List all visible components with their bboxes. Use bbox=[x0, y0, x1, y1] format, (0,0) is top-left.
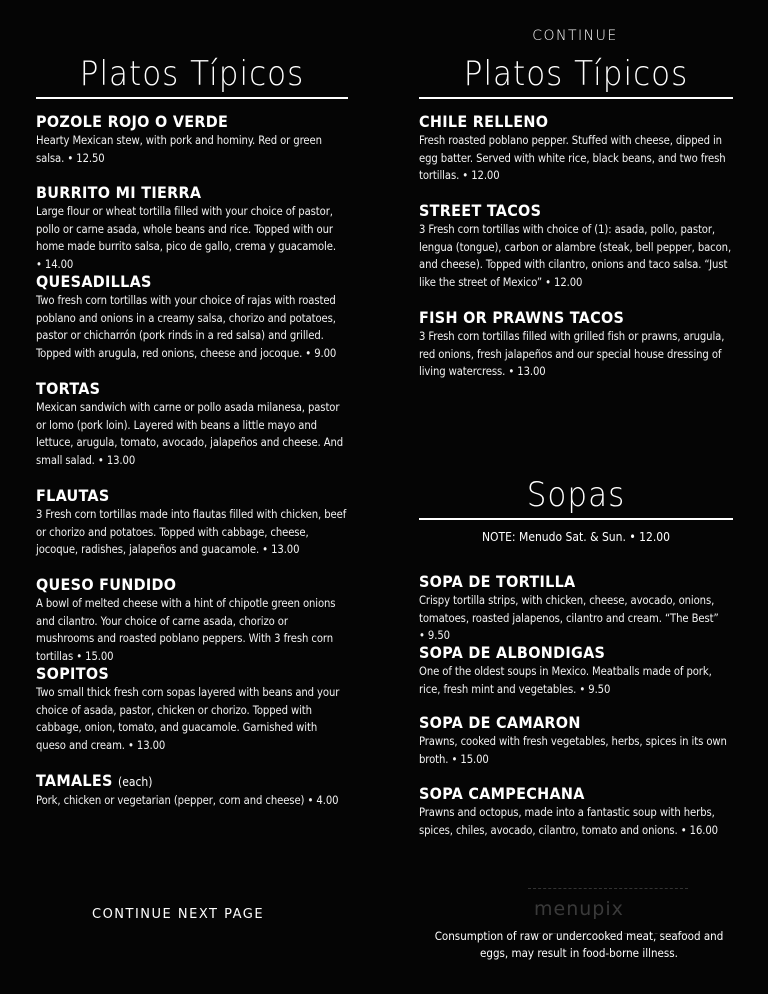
menu-item-sopa-campechana bbox=[419, 784, 733, 839]
item-name: SOPA DE ALBONDIGAS bbox=[419, 643, 606, 662]
item-description: Prawns, cooked with fresh vegetables, herbs, spices in its own broth. • 15.00 bbox=[419, 735, 727, 766]
food-safety-disclaimer: Consumption of raw or undercooked meat, seafood and eggs, may result in food-borne illness. bbox=[434, 929, 724, 960]
page-title-left: Platos Típicos bbox=[79, 54, 305, 94]
menu-item-sopa-camaron bbox=[419, 713, 733, 768]
item-name: SOPA DE TORTILLA bbox=[419, 572, 576, 591]
menu-item-street-tacos bbox=[419, 201, 733, 291]
menu-item-sopa-albondigas bbox=[419, 643, 733, 698]
item-description: Two fresh corn tortillas with your choice of rajas with roasted poblano and onions in a creamy salsa, chorizo and potatoes, pastor or chicharrón (pork rinds in a red salsa) and grilled. Topped with arugula, red onions, cheese and jocoque. • 9.00 bbox=[36, 294, 337, 360]
item-name: SOPA DE CAMARON bbox=[419, 713, 581, 732]
item-price: • 12.00 bbox=[545, 275, 583, 289]
item-price: • 15.00 bbox=[451, 752, 489, 766]
item-name: STREET TACOS bbox=[419, 201, 542, 220]
menu-item-sopa-tortilla bbox=[419, 572, 733, 645]
item-description: A bowl of melted cheese with a hint of chipotle green onions and cilantro. Your choice of carne asada, chorizo or mushrooms and roasted poblano peppers. With 3 fresh corn tortillas • 15.00 bbox=[36, 597, 336, 663]
menu-item-chile-relleno bbox=[419, 112, 733, 185]
item-name: FLAUTAS bbox=[36, 486, 110, 505]
item-description: Pork, chicken or vegetarian (pepper, corn and cheese) • 4.00 bbox=[36, 794, 339, 807]
item-name: SOPITOS bbox=[36, 664, 110, 683]
menu-item-fish-tacos bbox=[419, 308, 733, 381]
item-description: 3 Fresh corn tortillas made into flautas filled with chicken, beef or chorizo and potatoes. Topped with cabbage, cheese, jocoque, radishes, jalapeños and guacamole. • 13.00 bbox=[36, 508, 347, 556]
item-name: FISH OR PRAWNS TACOS bbox=[419, 308, 625, 327]
menu-item-tortas bbox=[36, 379, 348, 469]
item-description: One of the oldest soups in Mexico. Meatballs made of pork, rice, fresh mint and vegetables. • 9.50 bbox=[419, 665, 712, 696]
item-name: CHILE RELLENO bbox=[419, 112, 549, 131]
item-name: QUESADILLAS bbox=[36, 272, 152, 291]
sopas-rule bbox=[419, 518, 733, 520]
continue-label: CONTINUE bbox=[532, 28, 618, 44]
item-description: Mexican sandwich with carne or pollo asada milanesa, pastor or lomo (pork loin). Layered with beans a little mayo and lettuce, arugula, tomato, avocado, jalapeños and cheese. And small salad. • 13.00 bbox=[36, 401, 344, 467]
item-price: • 4.00 bbox=[307, 794, 339, 807]
menu-item-quesadillas bbox=[36, 272, 348, 362]
item-name: TORTAS bbox=[36, 379, 101, 398]
item-name: SOPA CAMPECHANA bbox=[419, 784, 585, 803]
item-price: • 14.00 bbox=[36, 257, 74, 271]
item-description: Fresh roasted poblano pepper. Stuffed with cheese, dipped in egg batter. Served with white rice, black beans, and two fresh tortillas. • 12.00 bbox=[419, 134, 726, 182]
menu-item-queso-fundido bbox=[36, 575, 348, 665]
item-price: • 12.00 bbox=[462, 169, 500, 182]
item-price: • 9.50 bbox=[579, 682, 611, 696]
item-name: TAMALES (each) bbox=[36, 771, 153, 790]
sopas-title: Sopas bbox=[526, 475, 626, 515]
item-price: • 9.00 bbox=[305, 346, 337, 360]
item-description: Large flour or wheat tortilla filled with your choice of pastor, pollo or carne asada, whole beans and rice. Topped with our home made burrito salsa, pico de gallo, crema y guacamole. • 14.00 bbox=[36, 205, 336, 271]
item-price: • 9.50 bbox=[419, 629, 450, 642]
item-price: • 12.50 bbox=[67, 151, 105, 165]
menudo-note: NOTE: Menudo Sat. & Sun. • 12.00 bbox=[481, 530, 671, 544]
continue-next-page: CONTINUE NEXT PAGE bbox=[92, 907, 265, 922]
item-note: (each) bbox=[117, 775, 153, 789]
watermark-logo: menupix bbox=[534, 898, 624, 920]
title-rule-left bbox=[36, 97, 348, 99]
menu-item-tamales bbox=[36, 771, 348, 810]
item-name: POZOLE ROJO O VERDE bbox=[36, 112, 229, 131]
item-price: • 13.00 bbox=[262, 543, 300, 556]
item-description: 3 Fresh corn tortillas with choice of (1): asada, pollo, pastor, lengua (tongue), carbon or alambre (steak, bell pepper, bacon, and cheese). Topped with cilantro, onions and taco salsa. “Just like the street of Mexico” • 12.00 bbox=[419, 223, 732, 289]
item-description: 3 Fresh corn tortillas filled with grilled fish or prawns, arugula, red onions, fresh jalapeños and our special house dressing of living watercress. • 13.00 bbox=[419, 330, 725, 378]
menu-item-sopitos bbox=[36, 664, 348, 754]
item-price: • 16.00 bbox=[680, 823, 718, 837]
item-price: • 13.00 bbox=[128, 738, 166, 752]
menu-item-burrito bbox=[36, 183, 348, 273]
item-description: Hearty Mexican stew, with pork and hominy. Red or green salsa. • 12.50 bbox=[36, 134, 322, 165]
title-rule-right bbox=[419, 97, 733, 99]
item-name: BURRITO MI TIERRA bbox=[36, 183, 202, 202]
page-title-right: Platos Típicos bbox=[463, 54, 689, 94]
item-price: • 13.00 bbox=[97, 453, 136, 467]
item-description: Two small thick fresh corn sopas layered with beans and your choice of asada, pastor, chicken or chorizo. Topped with cabbage, onion, tomato, and guacamole. Garnished with queso and cream. • 13.00 bbox=[36, 686, 340, 752]
item-description: Crispy tortilla strips, with chicken, cheese, avocado, onions, tomatoes, roasted jalapenos, cilantro and cream. “The Best” • 9.50 bbox=[419, 594, 719, 642]
item-price: • 15.00 bbox=[76, 649, 114, 663]
item-price: • 13.00 bbox=[508, 365, 546, 378]
menu-item-flautas bbox=[36, 486, 348, 559]
item-name: QUESO FUNDIDO bbox=[36, 575, 177, 594]
menu-item-pozole bbox=[36, 112, 348, 167]
item-description: Prawns and octopus, made into a fantastic soup with herbs, spices, chiles, avocado, cilantro, tomato and onions. • 16.00 bbox=[419, 806, 718, 837]
